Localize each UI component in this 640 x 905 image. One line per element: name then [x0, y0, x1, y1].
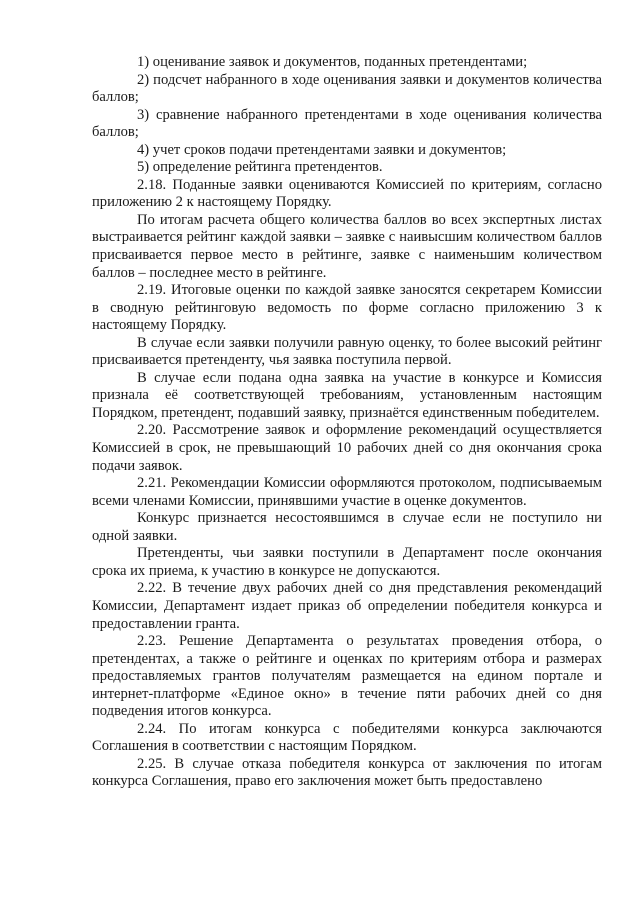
document-page — [92, 54, 602, 791]
late-applicants-paragraph: Претенденты, чьи заявки поступили в Департамент после окончания срока их приема, к участию в конкурсе не допускаются. — [92, 545, 602, 579]
clause-2-24: 2.24. По итогам конкурса с победителями конкурса заключаются Соглашения в соответствии с настоящим Порядком. — [92, 720, 602, 755]
criteria-item-1: 1) оценивание заявок и документов, поданных претендентами; — [137, 54, 528, 70]
criteria-item-3: 3) сравнение набранного претендентами в ходе оценивания количества баллов; — [92, 106, 602, 141]
clause-2-18: 2.18. Поданные заявки оцениваются Комиссией по критериям, согласно приложению 2 к настоящему Порядку. — [92, 176, 602, 211]
clause-2-25: 2.25. В случае отказа победителя конкурса от заключения по итогам конкурса Соглашения, право его заключения может быть предоставлено — [92, 755, 602, 790]
clause-2-19: 2.19. Итоговые оценки по каждой заявке заносятся секретарем Комиссии в сводную рейтинговую ведомость по форме согласно приложению 3 к настоящему Порядку. — [92, 282, 602, 334]
criteria-item-4: 4) учет сроков подачи претендентами заявки и документов; — [137, 141, 507, 158]
rating-paragraph: По итогам расчета общего количества баллов во всех экспертных листах выстраивается рейтинг каждой заявки – заявке с наивысшим количеством баллов присваивается первое место в рейтинге, заявке с наименьшим количеством баллов – последнее место в рейтинге. — [92, 211, 602, 281]
failed-contest-paragraph: Конкурс признается несостоявшимся в случае если не поступило ни одной заявки. — [92, 510, 602, 544]
equal-score-paragraph: В случае если заявки получили равную оценку, то более высокий рейтинг присваивается претенденту, чья заявка поступила первой. — [92, 334, 602, 369]
criteria-item-5: 5) определение рейтинга претендентов. — [137, 159, 383, 176]
clause-2-23: 2.23. Решение Департамента о результатах проведения отбора, о претендентах, а также о рейтинге и оценках по критериям отбора и размерах предоставляемых грантов получателям размещается на едином портале и интернет-платформе «Единое окно» в течение пяти рабочих дней со дня подведения итогов конкурса. — [92, 633, 602, 720]
clause-2-22: 2.22. В течение двух рабочих дней со дня представления рекомендаций Комиссии, Департамент издает приказ об определении победителя конкурса и предоставлении гранта. — [92, 580, 602, 632]
criteria-item-2: 2) подсчет набранного в ходе оценивания заявки и документов количества баллов; — [92, 71, 602, 106]
single-application-paragraph: В случае если подана одна заявка на участие в конкурсе и Комиссия признала её соответствующей требованиям, установленным настоящим Порядком, претендент, подавший заявку, признаётся единственным победителем. — [92, 369, 602, 421]
clause-2-20: 2.20. Рассмотрение заявок и оформление рекомендаций осуществляется Комиссией в срок, не превышающий 10 рабочих дней со дня окончания срока подачи заявок. — [92, 422, 602, 474]
clause-2-21: 2.21. Рекомендации Комиссии оформляются протоколом, подписываемым всеми членами Комиссии, принявшими участие в оценке документов. — [92, 475, 602, 509]
